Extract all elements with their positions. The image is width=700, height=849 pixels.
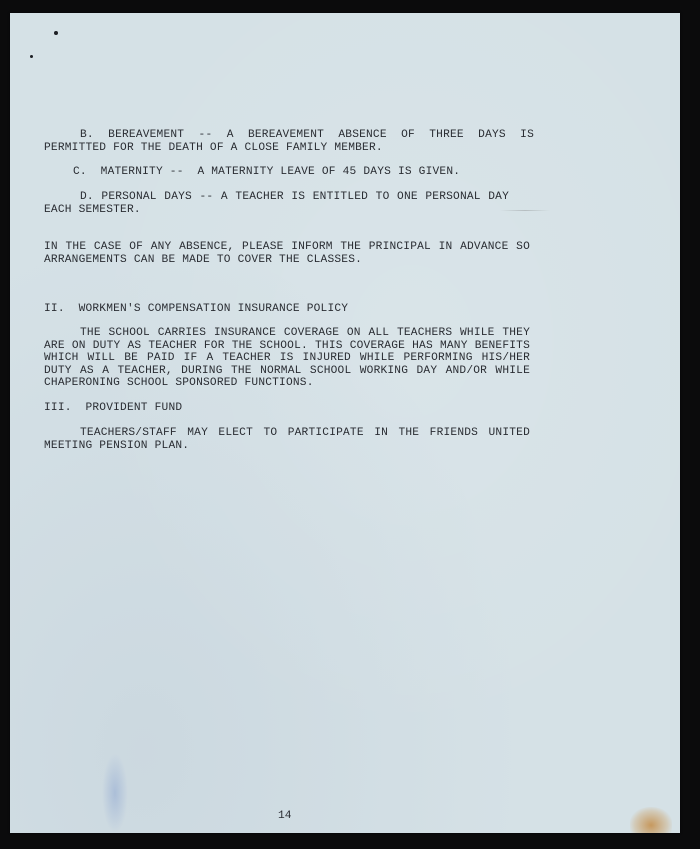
paragraph-personal-days: D. PERSONAL DAYS -- A TEACHER IS ENTITLED TO ONE PERSONAL DAY EACH SEMESTER. xyxy=(44,191,509,216)
ink-smudge xyxy=(102,753,128,833)
paragraph-absence-notice: IN THE CASE OF ANY ABSENCE, PLEASE INFORM THE PRINCIPAL IN ADVANCE SO ARRANGEMENTS CAN BE MADE TO COVER THE CLASSES. xyxy=(44,241,530,266)
paper-stain xyxy=(630,807,672,833)
paragraph-maternity: C. MATERNITY -- A MATERNITY LEAVE OF 45 DAYS IS GIVEN. xyxy=(73,166,461,178)
paragraph-provident-fund: TEACHERS/STAFF MAY ELECT TO PARTICIPATE IN THE FRIENDS UNITED MEETING PENSION PLAN. xyxy=(44,427,530,452)
ink-speck xyxy=(30,55,33,58)
section-heading-provident-fund: III. PROVIDENT FUND xyxy=(44,402,183,414)
paragraph-workmens-compensation: THE SCHOOL CARRIES INSURANCE COVERAGE ON ALL TEACHERS WHILE THEY ARE ON DUTY AS TEACHER FOR THE SCHOOL. THIS COVERAGE HAS MANY BENEFITS WHICH WILL BE PAID IF A TEACHER IS INJURED WHILE PERFORMING HIS/HER DUTY AS A TEACHER, DURING THE NORMAL SCHOOL WORKING DAY AND/OR WHILE CHAPERONING SCHOOL SPONSORED FUNCTIONS. xyxy=(44,327,530,389)
ink-speck xyxy=(54,31,58,35)
paragraph-bereavement: B. BEREAVEMENT -- A BEREAVEMENT ABSENCE OF THREE DAYS IS PERMITTED FOR THE DEATH OF A CLOSE FAMILY MEMBER. xyxy=(44,129,534,154)
document-page xyxy=(10,13,680,833)
section-heading-workmens-compensation: II. WORKMEN'S COMPENSATION INSURANCE POLICY xyxy=(44,303,349,315)
page-number: 14 xyxy=(278,810,292,822)
